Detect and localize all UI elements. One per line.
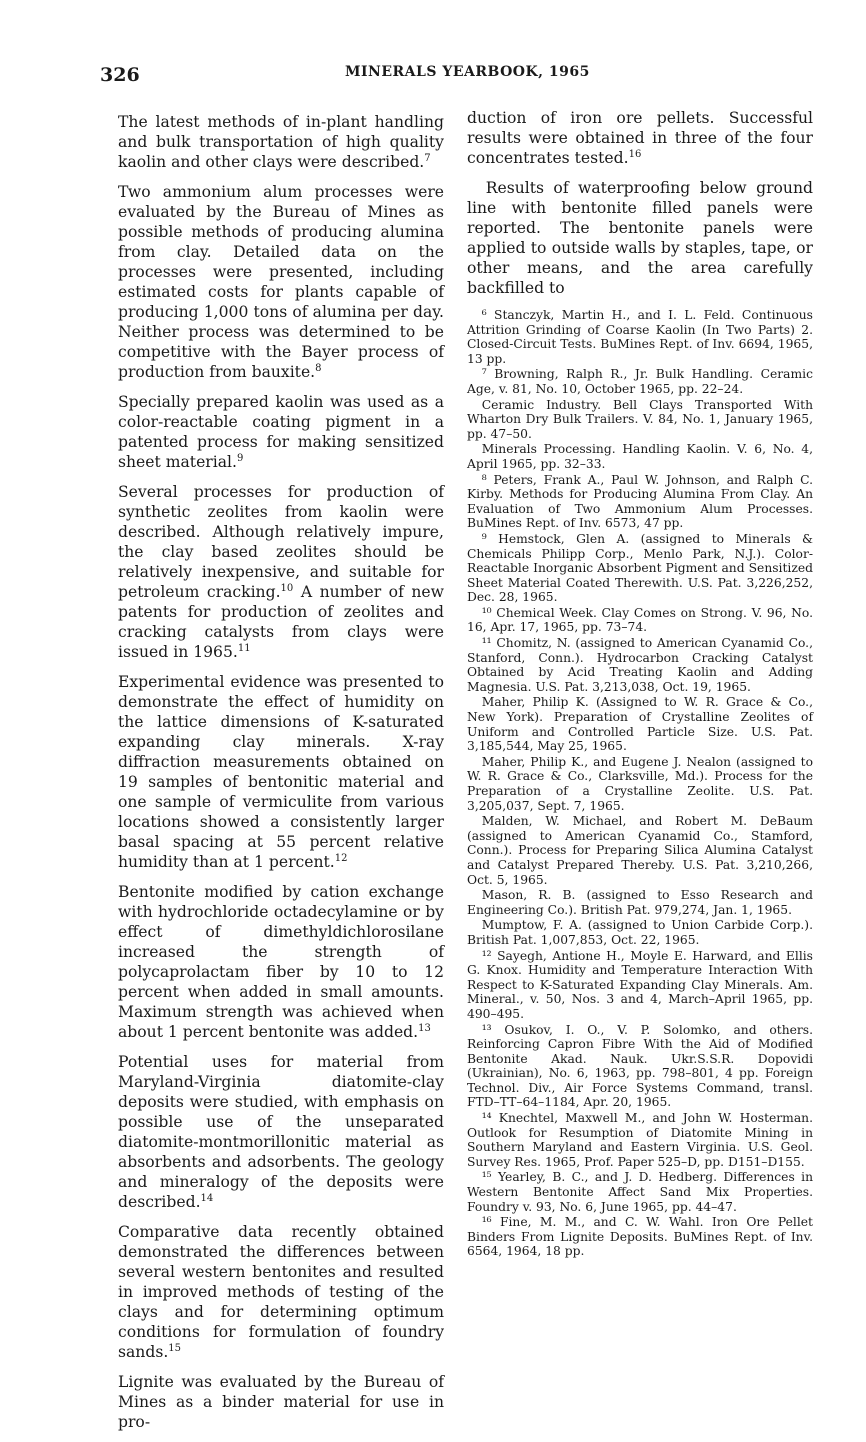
body-paragraph: Specially prepared kaolin was used as a color-reactable coating pigment in a patented process for making sensitized sheet material.$^9$ <box>118 393 444 471</box>
page-number: 326 <box>100 64 140 86</box>
footnote-ref[interactable]: 15 <box>168 1342 182 1354</box>
footnote-ref[interactable]: 12 <box>334 852 348 864</box>
body-paragraph: Two ammonium alum processes were evaluated by the Bureau of Mines as possible methods of producing alumina from clay. Detailed data on the processes were presented, including estimated costs for plants capable of producing 1,000 tons of alumina per day. Neither process was determined to be competitive with the Bayer process of production from bauxite.$^8$ <box>118 183 444 381</box>
footnote: ¹⁵ Yearley, B. C., and J. D. Hedberg. Differences in Western Bentonite Affect Sand Mix Properties. Foundry v. 93, No. 6, June 1965, pp. 44–47. <box>467 1170 813 1214</box>
footnote: Mason, R. B. (assigned to Esso Research and Engineering Co.). British Pat. 979,274, Jan. 1, 1965. <box>467 888 813 917</box>
footnote-ref[interactable]: 11 <box>237 642 251 654</box>
body-paragraph: Potential uses for material from Maryland-Virginia diatomite-clay deposits were studied, with emphasis on possible use of the unseparated diatomite-montmorillonitic material as absorbents and adsorbents. The geology and mineralogy of the deposits were described.$^{14}$ <box>118 1053 444 1211</box>
footnote: ⁷ Browning, Ralph R., Jr. Bulk Handling. Ceramic Age, v. 81, No. 10, October 1965, pp. 22–24. <box>467 367 813 396</box>
body-paragraph: Results of waterproofing below ground line with bentonite filled panels were reported. The bentonite panels were applied to outside walls by staples, tape, or other means, and the area carefully backfilled to <box>467 179 813 297</box>
footnote-ref[interactable]: 14 <box>200 1192 214 1204</box>
footnote-ref[interactable]: 10 <box>280 582 294 594</box>
footnote-ref[interactable]: 7 <box>424 152 431 164</box>
body-paragraph: Experimental evidence was presented to demonstrate the effect of humidity on the lattice dimensions of K-saturated expanding clay minerals. X-ray diffraction measurements obtained on 19 samples of bentonitic material and one sample of vermiculite from various locations showed a consistently larger basal spacing at 55 percent relative humidity than at 1 percent.$^{12}$ <box>118 673 444 871</box>
footnote: ¹⁶ Fine, M. M., and C. W. Wahl. Iron Ore Pellet Binders From Lignite Deposits. BuMines Rept. of Inv. 6564, 1964, 18 pp. <box>467 1215 813 1259</box>
right-column <box>467 108 813 1260</box>
body-paragraph: The latest methods of in-plant handling and bulk transportation of high quality kaolin and other clays were described.$^7$ <box>118 113 444 171</box>
footnote: Mumptow, F. A. (assigned to Union Carbide Corp.). British Pat. 1,007,853, Oct. 22, 1965. <box>467 918 813 947</box>
footnote: ¹² Sayegh, Antione H., Moyle E. Harward, and Ellis G. Knox. Humidity and Temperature Interaction With Respect to K-Saturated Expanding Clay Minerals. Am. Mineral., v. 50, Nos. 3 and 4, March–April 1965, pp. 490–495. <box>467 948 813 1021</box>
body-paragraph: Lignite was evaluated by the Bureau of Mines as a binder material for use in pro- <box>118 1373 444 1431</box>
footnote: Maher, Philip K. (Assigned to W. R. Grace & Co., New York). Preparation of Crystalline Zeolites of Uniform and Controlled Particle Size. U.S. Pat. 3,185,544, May 25, 1965. <box>467 695 813 754</box>
footnotes <box>467 308 813 1259</box>
footnote-ref[interactable]: 16 <box>628 148 642 160</box>
footnote: ¹¹ Chomitz, N. (assigned to American Cyanamid Co., Stanford, Conn.). Hydrocarbon Cracking Catalyst Obtained by Acid Treating Kaolin and Adding Magnesia. U.S. Pat. 3,213,038, Oct. 19, 1965. <box>467 636 813 694</box>
footnote-ref[interactable]: 13 <box>418 1022 431 1034</box>
left-column <box>118 112 444 1442</box>
body-paragraph: Several processes for production of synthetic zeolites from kaolin were described. Although relatively impure, the clay based zeolites should be relatively inexpensive, and suitable for petroleum cracking.$^{10}$ A number of new patents for production of zeolites and cracking catalysts from clays were issued in 1965.11 <box>118 483 444 661</box>
footnote: Ceramic Industry. Bell Clays Transported With Wharton Dry Bulk Trailers. V. 84, No. 1, January 1965, pp. 47–50. <box>467 397 813 441</box>
footnote: ¹³ Osukov, I. O., V. P. Solomko, and others. Reinforcing Capron Fibre With the Aid of Modified Bentonite Akad. Nauk. Ukr.S.S.R. Dopovidi (Ukrainian), No. 6, 1963, pp. 798–801, 4 pp. Foreign Technol. Div., Air Force Systems Command, transl. FTD–TT–64–1184, Apr. 20, 1965. <box>467 1022 813 1110</box>
body-paragraph: Bentonite modified by cation exchange with hydrochloride octadecylamine or by effect of dimethyldichlorosilane increased the strength of polycaprolactam fiber by 10 to 12 percent when added in small amounts. Maximum strength was achieved when about 1 percent bentonite was added.$^{13}$ <box>118 883 444 1041</box>
body-paragraph: Comparative data recently obtained demonstrated the differences between several western bentonites and resulted in improved methods of testing of the clays and for determining optimum conditions for formulation of foundry sands.$^{15}$ <box>118 1223 444 1361</box>
footnote-ref[interactable]: 8 <box>315 362 322 374</box>
body-paragraph: duction of iron ore pellets. Successful results were obtained in three of the four concentrates tested.$^{16}$ <box>467 109 813 167</box>
footnote: ⁶ Stanczyk, Martin H., and I. L. Feld. Continuous Attrition Grinding of Coarse Kaolin (In Two Parts) 2. Closed-Circuit Tests. BuMines Rept. of Inv. 6694, 1965, 13 pp. <box>467 308 813 366</box>
footnote: Minerals Processing. Handling Kaolin. V. 6, No. 4, April 1965, pp. 32–33. <box>467 442 813 471</box>
footnote: ¹⁰ Chemical Week. Clay Comes on Strong. V. 96, No. 16, Apr. 17, 1965, pp. 73–74. <box>467 605 813 635</box>
footnote: Maher, Philip K., and Eugene J. Nealon (assigned to W. R. Grace & Co., Clarksville, Md.). Process for the Preparation of a Crystalline Zeolite. U.S. Pat. 3,205,037, Sept. 7, 1965. <box>467 754 813 813</box>
footnote: Malden, W. Michael, and Robert M. DeBaum (assigned to American Cyanamid Co., Stamford, Conn.). Process for Preparing Silica Alumina Catalyst and Catalyst Prepared Thereby. U.S. Pat. 3,210,266, Oct. 5, 1965. <box>467 814 813 887</box>
footnote: ⁸ Peters, Frank A., Paul W. Johnson, and Ralph C. Kirby. Methods for Producing Alumina From Clay. An Evaluation of Two Ammonium Alum Processes. BuMines Rept. of Inv. 6573, 47 pp. <box>467 472 813 531</box>
footnote-ref[interactable]: 9 <box>237 452 244 464</box>
footnote: ¹⁴ Knechtel, Maxwell M., and John W. Hosterman. Outlook for Resumption of Diatomite Mining in Southern Maryland and Eastern Virginia. U.S. Geol. Survey Res. 1965, Prof. Paper 525–D, pp. D151–D155. <box>467 1111 813 1169</box>
footnote: ⁹ Hemstock, Glen A. (assigned to Minerals & Chemicals Philipp Corp., Menlo Park, N.J.). Color-Reactable Inorganic Absorbent Pigment and Sensitized Sheet Material Coated Therewith. U.S. Pat. 3,226,252, Dec. 28, 1965. <box>467 531 813 605</box>
running-head: MINERALS YEARBOOK, 1965 <box>345 64 590 80</box>
